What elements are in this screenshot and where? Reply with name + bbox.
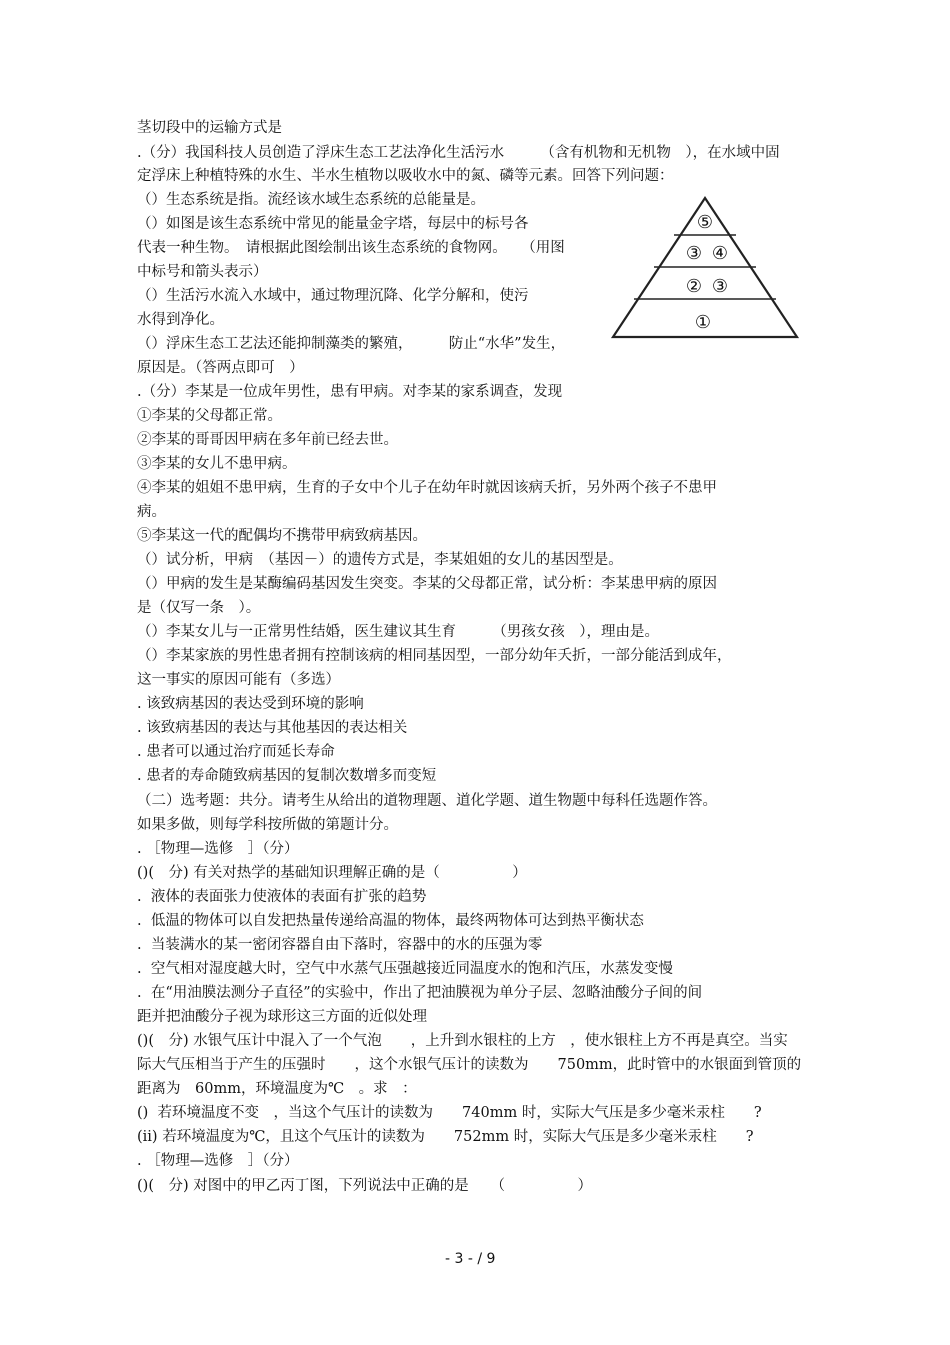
- text-line: 病。: [137, 504, 166, 520]
- text-line: （）浮床生态工艺法还能抑制藻类的繁殖， 防止“水华”发生，: [137, 336, 566, 352]
- text-line: . 患者可以通过治疗而延长寿命: [137, 744, 335, 760]
- text-line: （）李某家族的男性患者拥有控制该病的相同基因型，一部分幼年夭折，一部分能活到成年，: [137, 648, 732, 664]
- text-line: 代表一种生物。 请根据此图绘制出该生态系统的食物网。 （用图: [137, 240, 565, 256]
- pyramid-label: ①: [694, 312, 712, 333]
- text-line: . 该致病基因的表达受到环境的影响: [137, 696, 364, 712]
- text-line: （）李某女儿与一正常男性结婚，医生建议其生育 （男孩女孩 ），理由是。: [137, 624, 659, 640]
- text-line: 水得到净化。: [137, 312, 224, 328]
- text-line: . 在“用油膜法测分子直径”的实验中，作出了把油膜视为单分子层、忽略油酸分子间的间: [137, 985, 703, 1001]
- energy-pyramid-figure: [610, 195, 800, 340]
- text-line: . 低温的物体可以自发把热量传递给高温的物体，最终两物体可达到热平衡状态: [137, 913, 644, 929]
- page-number: - 3 - / 9: [445, 1251, 496, 1267]
- text-line: 距并把油酸分子视为球形这三方面的近似处理: [137, 1009, 427, 1025]
- text-line: ③李某的女儿不患甲病。: [137, 456, 297, 472]
- pyramid-label: ⑤: [696, 212, 714, 233]
- text-line: （）如图是该生态系统中常见的能量金字塔，每层中的标号各: [137, 216, 529, 232]
- pyramid-label: ③: [685, 243, 703, 264]
- text-line: () 若环境温度不变 ，当这个气压计的读数为 740mm 时，实际大气压是多少毫米汞柱 ?: [137, 1105, 762, 1121]
- text-line: 际大气压相当于产生的压强时 ，这个水银气压计的读数为 750mm，此时管中的水银面到管顶的: [137, 1057, 802, 1073]
- text-line: 这一事实的原因可能有（多选）: [137, 672, 340, 688]
- pyramid-label: ④: [711, 243, 729, 264]
- text-line: ④李某的姐姐不患甲病，生育的子女中个儿子在幼年时就因该病夭折，另外两个孩子不患甲: [137, 480, 717, 496]
- text-line: . 空气相对湿度越大时，空气中水蒸气压强越接近同温度水的饱和汽压，水蒸发变慢: [137, 961, 673, 977]
- text-line: ①李某的父母都正常。: [137, 408, 282, 424]
- text-line: 中标号和箭头表示）: [137, 264, 268, 280]
- text-line: . ［物理—选修 ］（分）: [137, 1153, 299, 1169]
- text-line: . ［物理—选修 ］（分）: [137, 841, 299, 857]
- text-line: . 当装满水的某一密闭容器自由下落时，容器中的水的压强为零: [137, 937, 543, 953]
- text-line: . 液体的表面张力使液体的表面有扩张的趋势: [137, 889, 427, 905]
- text-line: ⑤李某这一代的配偶均不携带甲病致病基因。: [137, 528, 427, 544]
- text-line: ()( 分) 水银气压计中混入了一个气泡 ，上升到水银柱的上方 ，使水银柱上方不再是真空。当实: [137, 1033, 788, 1049]
- text-line: 是（仅写一条 ）。: [137, 600, 261, 616]
- text-line: （）生活污水流入水域中，通过物理沉降、化学分解和，使污: [137, 288, 529, 304]
- text-line: ()( 分) 对图中的甲乙丙丁图，下列说法中正确的是 （ ）: [137, 1178, 592, 1194]
- text-line: 如果多做，则每学科按所做的第题计分。: [137, 817, 398, 833]
- text-line: （）生态系统是指。流经该水域生态系统的总能量是。: [137, 192, 485, 208]
- text-line: . 该致病基因的表达与其他基因的表达相关: [137, 720, 408, 736]
- text-line: . 患者的寿命随致病基因的复制次数增多而变短: [137, 768, 437, 784]
- text-line: (ⅱ) 若环境温度为℃，且这个气压计的读数为 752mm 时，实际大气压是多少毫米汞柱 ?: [137, 1129, 754, 1145]
- pyramid-label: ③: [711, 276, 729, 297]
- text-line: ②李某的哥哥因甲病在多年前已经去世。: [137, 432, 398, 448]
- text-line: （二）选考题：共分。请考生从给出的道物理题、道化学题、道生物题中每科任选题作答。: [137, 793, 717, 809]
- text-line: （）试分析，甲病 （基因－）的遗传方式是，李某姐姐的女儿的基因型是。: [137, 552, 623, 568]
- text-line: .（分）我国科技人员创造了浮床生态工艺法净化生活污水 （含有机物和无机物 ），在水域中固: [137, 145, 780, 161]
- text-line: ()( 分) 有关对热学的基础知识理解正确的是（ ）: [137, 865, 527, 881]
- text-line: 茎切段中的运输方式是: [137, 120, 282, 136]
- pyramid-label: ②: [685, 276, 703, 297]
- text-line: （）甲病的发生是某酶编码基因发生突变。李某的父母都正常，试分析：李某患甲病的原因: [137, 576, 717, 592]
- text-line: 距离为 60mm，环境温度为℃ 。求 ：: [137, 1081, 417, 1097]
- text-line: .（分）李某是一位成年男性，患有甲病。对李某的家系调查，发现: [137, 384, 563, 400]
- text-line: 定浮床上种植特殊的水生、半水生植物以吸收水中的氮、磷等元素。回答下列问题：: [137, 168, 674, 184]
- text-line: 原因是。（答两点即可 ）: [137, 360, 304, 376]
